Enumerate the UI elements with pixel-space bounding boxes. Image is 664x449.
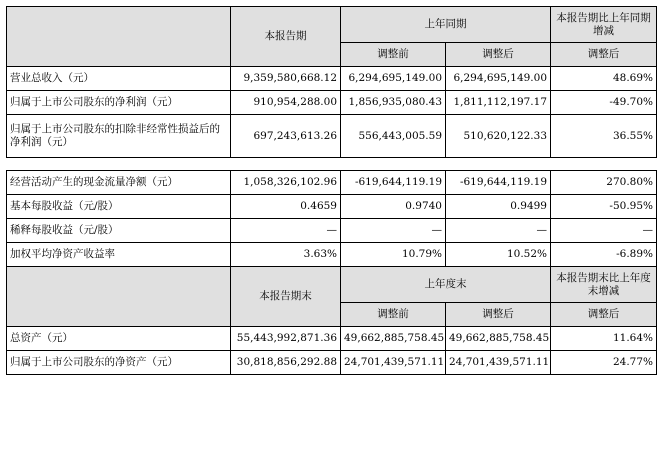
change-value: 11.64% [551,327,657,351]
change-value: 270.80% [551,171,657,195]
header-after-adjustment: 调整后 [446,303,551,327]
header-change: 本报告期比上年同期增减 [551,7,657,43]
header-before-adjustment: 调整前 [341,43,446,67]
table-row [7,91,657,115]
current-value: 9,359,580,668.12 [231,67,341,91]
change-value: -50.95% [551,195,657,219]
before-value: 1,856,935,080.43 [341,91,446,115]
current-value: 0.4659 [231,195,341,219]
change-value: 24.77% [551,351,657,375]
table-row [7,67,657,91]
table-row [7,171,657,195]
header-prior-year-end: 上年度末 [341,267,551,303]
current-value: 3.63% [231,243,341,267]
change-value: 48.69% [551,67,657,91]
header-blank-cell [7,7,231,67]
row-label: 归属于上市公司股东的净利润（元） [7,91,231,115]
row-label: 稀释每股收益（元/股） [7,219,231,243]
before-value: — [341,219,446,243]
after-value: 0.9499 [446,195,551,219]
row-label: 经营活动产生的现金流量净额（元） [7,171,231,195]
row-label: 总资产（元） [7,327,231,351]
current-value: 697,243,613.26 [231,115,341,158]
table-row [7,351,657,375]
change-value: -6.89% [551,243,657,267]
gap-cell [7,158,657,171]
header-change: 本报告期末比上年度末增减 [551,267,657,303]
after-value: -619,644,119.19 [446,171,551,195]
row-label: 归属于上市公司股东的扣除非经常性损益后的净利润（元） [7,115,231,158]
before-value: 49,662,885,758.45 [341,327,446,351]
current-value: 1,058,326,102.96 [231,171,341,195]
row-label: 营业总收入（元） [7,67,231,91]
table-row [7,243,657,267]
current-value: 30,818,856,292.88 [231,351,341,375]
change-value: 36.55% [551,115,657,158]
before-value: 6,294,695,149.00 [341,67,446,91]
financial-summary [6,6,656,375]
header-period-end: 本报告期末 [231,267,341,327]
header-change-after-adjustment: 调整后 [551,43,657,67]
row-label: 加权平均净资产收益率 [7,243,231,267]
before-value: 10.79% [341,243,446,267]
current-value: 55,443,992,871.36 [231,327,341,351]
section-gap [7,158,657,171]
after-value: 1,811,112,197.17 [446,91,551,115]
header-after-adjustment: 调整后 [446,43,551,67]
after-value: 24,701,439,571.11 [446,351,551,375]
after-value: 510,620,122.33 [446,115,551,158]
before-value: -619,644,119.19 [341,171,446,195]
before-value: 24,701,439,571.11 [341,351,446,375]
header-row [7,267,657,303]
after-value: 6,294,695,149.00 [446,67,551,91]
header-prior-period: 上年同期 [341,7,551,43]
header-change-after-adjustment: 调整后 [551,303,657,327]
current-value: — [231,219,341,243]
header-before-adjustment: 调整前 [341,303,446,327]
after-value: 49,662,885,758.45 [446,327,551,351]
header-current-period: 本报告期 [231,7,341,67]
before-value: 556,443,005.59 [341,115,446,158]
current-value: 910,954,288.00 [231,91,341,115]
row-label: 基本每股收益（元/股） [7,195,231,219]
financial-summary-table [6,6,657,375]
table-row [7,327,657,351]
change-value: — [551,219,657,243]
table-row [7,195,657,219]
change-value: -49.70% [551,91,657,115]
table-row [7,115,657,158]
header-row [7,7,657,43]
table-row [7,219,657,243]
row-label: 归属于上市公司股东的净资产（元） [7,351,231,375]
header-blank-cell [7,267,231,327]
after-value: — [446,219,551,243]
after-value: 10.52% [446,243,551,267]
before-value: 0.9740 [341,195,446,219]
